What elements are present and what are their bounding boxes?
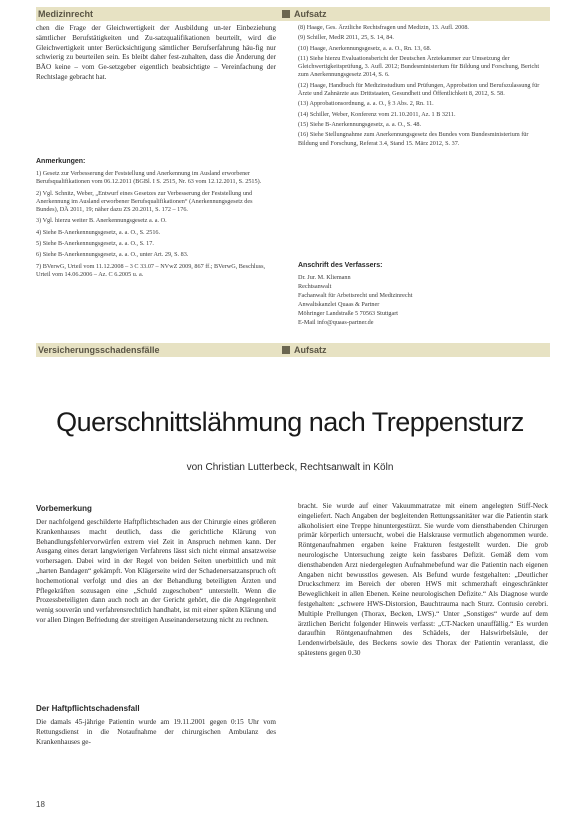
page-number: 18 [36, 800, 45, 809]
address-line: E-Mail info@quaas-partner.de [298, 319, 374, 326]
article-type-label: Aufsatz [294, 9, 327, 19]
section-heading: Der Haftpflichtschadensfall [36, 704, 140, 713]
note-item: (12) Haage, Handbuch für Medizinstudium und Prüfungen, Approbation und Berufszulassung für Ärzte und Zahnärzte aus Drittstaaten, Gesundheit und Öffentlichkeit 8, 2012, S. 58. [298, 81, 540, 98]
note-item: 7) BVerwG, Urteil vom 11.12.2008 – 3 C 33.07 – NVwZ 2009, 867 ff.; BVerwG, Beschluss, Urteil vom 14.06.2006 – Az. C 6.2005 u. a. [36, 262, 266, 278]
address-line: Fachanwalt für Arbeitsrecht und Medizinrecht [298, 292, 413, 299]
article-title: Querschnittslähmung nach Treppensturz [56, 407, 524, 437]
section-label: Versicherungsschadensfälle [38, 345, 160, 355]
note-item: (13) Approbationsordnung, a. a. O., § 3 Abs. 2, Rn. 11. [298, 100, 434, 108]
note-item: 4) Siehe B-Anerkennungsgesetz, a. a. O., S. 2516. [36, 228, 161, 236]
note-item: (14) Schiller, Weber, Konferenz vom 21.10.2011, Az. 1 B 3211. [298, 110, 456, 118]
notes-list-left [36, 170, 276, 279]
section-marker [282, 346, 290, 354]
continued-paragraph: chen die Frage der Gleichwertigkeit der Ausbildung un-ter Einbeziehung sämtlicher Berufstätigkeiten und Zu-satzqualifikationen beurteilt, wird die Gleichwertigkeit unter Berücksichtigung sämtlicher Berufserfahrung häu-fig nur schwierig zu beurteilen sein. Es bleibt daher fest-zuhalten, dass die Änderung der BÄO keine – vom Ge-setzgeber eigentlich beabsichtigte – Vereinfachung der Rechtslage gebracht hat. [36, 24, 276, 81]
note-item: 6) Siehe B-Anerkennungsgesetz, a. a. O., unter Art. 29, S. 83. [36, 251, 189, 259]
note-item: 2) Vgl. Schnitz, Weber, „Entwurf eines Gesetzes zur Verbesserung der Feststellung und Anerkennung im Ausland erworbener Berufsqualifikationen“ (Anerkennungsgesetz des Bundes), DÄ 2011, 19; näher dazu ZS 20.2011, S. 172 – 176. [36, 189, 253, 214]
author-address [298, 273, 548, 327]
intro-paragraph: Der nachfolgend geschilderte Haftpflichtschaden aus der Chirurgie eines größeren Krankenhauses macht deutlich, dass die gerichtliche Klärung von Behandlungsfehlervorwürfen extrem viel Zeit in Anspruch nehmen kann. Der Ausgang eines derart langwierigen Verfahrens lässt sich nicht einmal ansatzweise vorhersagen. Dabei wird in der Regel von beiden Seiten unerbittlich und mit „harten Bandagen“ gekämpft. Von Klägerseite wird der Schadenersatzanspruch oft hochemotional verfolgt und dies an der Behandlung beteiligten Ärzten und Pflegekräften sozusagen eine „Schuld zugeschoben“ unterstellt. Wenn die Prozessbeteiligten dann auch noch an der Gericht gehört, die die Angelegenheit wenig souverän und verfahrensrechtlich handhabt, ist mit einer späten Klärung und vor allen Dingen Befriedung der streitigen Auseinandersetzung nicht zu rechnen. [36, 518, 276, 624]
note-item: (15) Siehe B-Anerkennungsgesetz, a. a. O., S. 48. [298, 120, 422, 128]
address-line: Rechtsanwalt [298, 283, 332, 290]
address-line: Möhringer Landstraße 5 70563 Stuttgart [298, 310, 399, 317]
article-type-label: Aufsatz [294, 345, 327, 355]
note-item: 3) Vgl. hierzu weiter B. Anerkennungsgesetz a. a. O. [36, 217, 167, 225]
section-marker [282, 10, 290, 18]
section-heading: Vorbemerkung [36, 504, 92, 513]
address-heading: Anschrift des Verfassers: [298, 262, 383, 269]
case-paragraph: Die damals 45-jährige Patientin wurde am 19.11.2001 gegen 0:15 Uhr vom Rettungsdienst in die Notaufnahme der chirurgischen Ambulanz des Krankenhauses ge- [36, 718, 276, 746]
note-item: 5) Siehe B-Anerkennungsgesetz, a. a. O., S. 17. [36, 240, 154, 248]
note-item: 1) Gesetz zur Verbesserung der Feststellung und Anerkennung im Ausland erworbener Berufsqualifikationen vom 06.12.2011 (BGBl. I S. 2515, Nr. 63 vom 12.12.2011, S. 2515). [36, 170, 262, 186]
section-label: Medizinrecht [38, 9, 94, 19]
address-line: Anwaltskanzlei Quaas & Partner [298, 301, 380, 308]
section-header-bar [36, 343, 550, 357]
note-item: (16) Siehe Stellungnahme zum Anerkennungsgesetz des Bundes vom Bundesministerium für Bildung und Forschung, Referat 3.4, Stand 15. März 2012, S. 37. [298, 131, 529, 147]
address-line: Dr. Jur. M. Kliemann [298, 274, 351, 281]
notes-list-right [298, 24, 548, 148]
article-author: von Christian Lutterbeck, Rechtsanwalt in Köln [186, 462, 394, 473]
note-item: (9) Schiller, MedR 2011, 25, S. 14, 84. [298, 34, 394, 42]
case-paragraph-continued: bracht. Sie wurde auf einer Vakuummatratze mit einem angelegten Stiff-Neck eingeliefert. Nach Angaben der begleitenden Rettungssanitäter war die Patientin stark alkoholisiert eine Treppe hinuntergestürzt. Sie wurde vom diensthabenden Chirurgen primär körperlich untersucht, wobei die Halskrause vermutlich abgenommen wurde. Röntgenaufnahmen ergaben keine Frakturen festgestellt wurden. Die grob neurologische Untersuchung zeigte kein fassbares Defizit. Gemäß dem vom diensthabenden Arzt niedergelegten Aufnahmebefund war die Patientin nach eigenen Angaben nicht bewusstlos gewesen. Als Befund wurde festgehalten: „Deutlicher Druckschmerz im Bereich der oberen HWS mit schmerzhaft eingeschränkter Beweglichkeit in allen Ebenen. Keine neurologischen Defizite.“ Als Diagnose wurde festgehalten: „schwere HWS-Distorsion, Bauchtrauma nach Sturz. Contusio cerebri. Multiple Prellungen (Thorax, Becken, LWS).“ Unter „Sonstiges“ wurde auf dem ärztlichen Bericht folgender Hinweis verfasst: „CT-Nacken unauffällig.“ Es wurden daraufhin Röntgenaufnahmen des Schädels, der Halswirbelsäule, der Lendenwirbelsäule, des Beckens sowie des Thorax der Patientin veranlasst, die spätestens gegen 0.30 [298, 502, 548, 657]
section-header-bar [36, 7, 550, 21]
note-item: (10) Haage, Anerkennungsgesetz, a. a. O., Rn. 13, 68. [298, 44, 432, 52]
note-item: (8) Haage, Ges. Ärztliche Rechtsfragen und Medizin, 13. Aufl. 2008. [298, 24, 469, 31]
notes-heading: Anmerkungen: [36, 158, 86, 165]
note-item: (11) Siehe hierzu Evaluationsbericht der Deutschen Ärztekammer zur Umsetzung der Gleichwertigkeitsprüfung, 3. Aufl. 2012; Bundesministerium für Bildung und Forschung, Bericht zum Anerkennungsgesetz 2014, S. 6. [298, 54, 540, 79]
